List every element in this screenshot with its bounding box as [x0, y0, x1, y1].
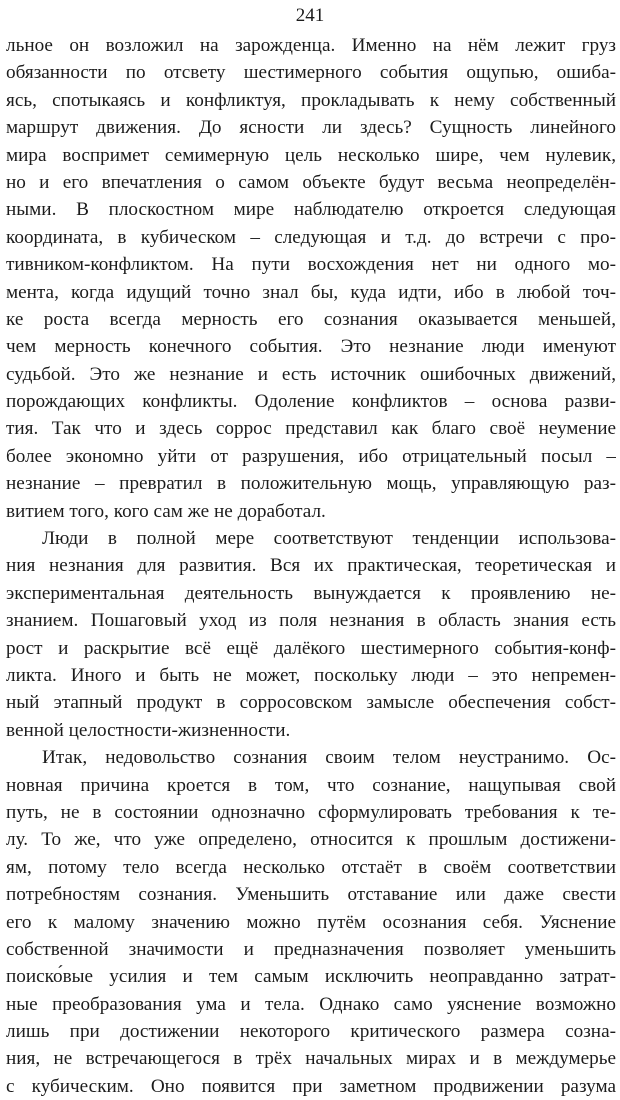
text-line: более экономно уйти от разрушения, ибо отрицательный посыл – — [6, 445, 616, 467]
text-line: знанием. Пошаговый уход из поля незнания в область знания есть — [6, 610, 616, 632]
text-line: мента, когда идущий точно знал бы, куда идти, ибо в любой точ- — [6, 281, 616, 303]
text-line: с кубическим. Оно появится при заметном продвижении разума — [6, 1075, 616, 1097]
paragraph-3 — [6, 744, 616, 1100]
text-line: ный этапный продукт в сорросовском замысле обеспечения собст- — [6, 692, 616, 714]
text-line: но и его впечатления о самом объекте будут весьма неопределён- — [6, 171, 616, 193]
text-line: новная причина кроется в том, что сознание, нащупывая свой — [6, 774, 616, 796]
text-line: координата, в кубическом – следующая и т.д. до встречи с про- — [6, 226, 616, 248]
paragraph-1 — [6, 32, 616, 525]
text-line: лишь при достижении некоторого критического размера созна- — [6, 1021, 616, 1043]
paragraph-2 — [6, 525, 616, 744]
text-line: ям, потому тело всегда несколько отстаёт в своём соответствии — [6, 856, 616, 878]
text-line: экспериментальная деятельность вынуждается к проявлению не- — [6, 582, 616, 604]
text-line: ния, не встречающегося в трёх начальных мирах и в междумерье — [6, 1048, 616, 1070]
text-line: венной целостности-жизненности. — [6, 719, 291, 741]
text-line: льное он возложил на зарожденца. Именно на нём лежит груз — [6, 35, 616, 56]
text-line: его к малому значению можно путём осознания себя. Уяснение — [6, 911, 616, 933]
text-line: обязанности по отсвету шестимерного события ощупью, ошиба- — [6, 62, 616, 84]
text-line: ликта. Иного и быть не может, поскольку люди – это непремен- — [6, 664, 616, 686]
text-line: тия. Так что и здесь соррос представил как благо своё неумение — [6, 418, 616, 440]
text-line: Люди в полной мере соответствуют тенденции использова- — [42, 528, 616, 550]
text-line: ке роста всегда мерность его сознания оказывается меньшей, — [6, 308, 616, 330]
text-line: чем мерность конечного события. Это незнание люди именуют — [6, 336, 616, 358]
text-line: рост и раскрытие всё ещё далёкого шестимерного события-конф- — [6, 637, 616, 659]
text-line: ными. В плоскостном мире наблюдателю откроется следующая — [6, 199, 616, 221]
text-line: путь, не в состоянии однозначно сформулировать требования к те- — [6, 801, 616, 823]
text-line: поиско́вые усилия и тем самым исключить неоправданно затрат- — [6, 966, 616, 988]
text-line: Итак, недовольство сознания своим телом неустранимо. Ос- — [42, 747, 616, 769]
text-line: судьбой. Это же незнание и есть источник ошибочных движений, — [6, 363, 616, 385]
text-line: порождающих конфликты. Одоление конфликтов – основа разви- — [6, 391, 616, 413]
text-line: лу. То же, что уже определено, относится к прошлым достижени- — [6, 829, 616, 851]
page-body — [6, 32, 616, 1100]
text-line: ния незнания для развития. Вся их практическая, теоретическая и — [6, 555, 616, 577]
text-line: витием того, кого сам же не доработал. — [6, 500, 326, 522]
text-line: тивником-конфликтом. На пути восхождения нет ни одного мо- — [6, 254, 616, 276]
text-line: потребностям сознания. Уменьшить отставание или даже свести — [6, 884, 616, 906]
text-line: собственной значимости и предназначения позволяет уменьшить — [6, 938, 616, 960]
text-line: маршрут движения. До ясности ли здесь? Сущность линейного — [6, 117, 616, 139]
text-line: незнание – превратил в положительную мощь, управляющую раз- — [6, 473, 616, 495]
text-line: ясь, спотыкаясь и конфликтуя, прокладывать к нему собственный — [6, 89, 616, 111]
page-number: 241 — [295, 5, 325, 26]
text-line: мира воспримет семимерную цель несколько шире, чем нулевик, — [6, 144, 616, 166]
text-line: ные преобразования ума и тела. Однако само уяснение возможно — [6, 993, 616, 1015]
